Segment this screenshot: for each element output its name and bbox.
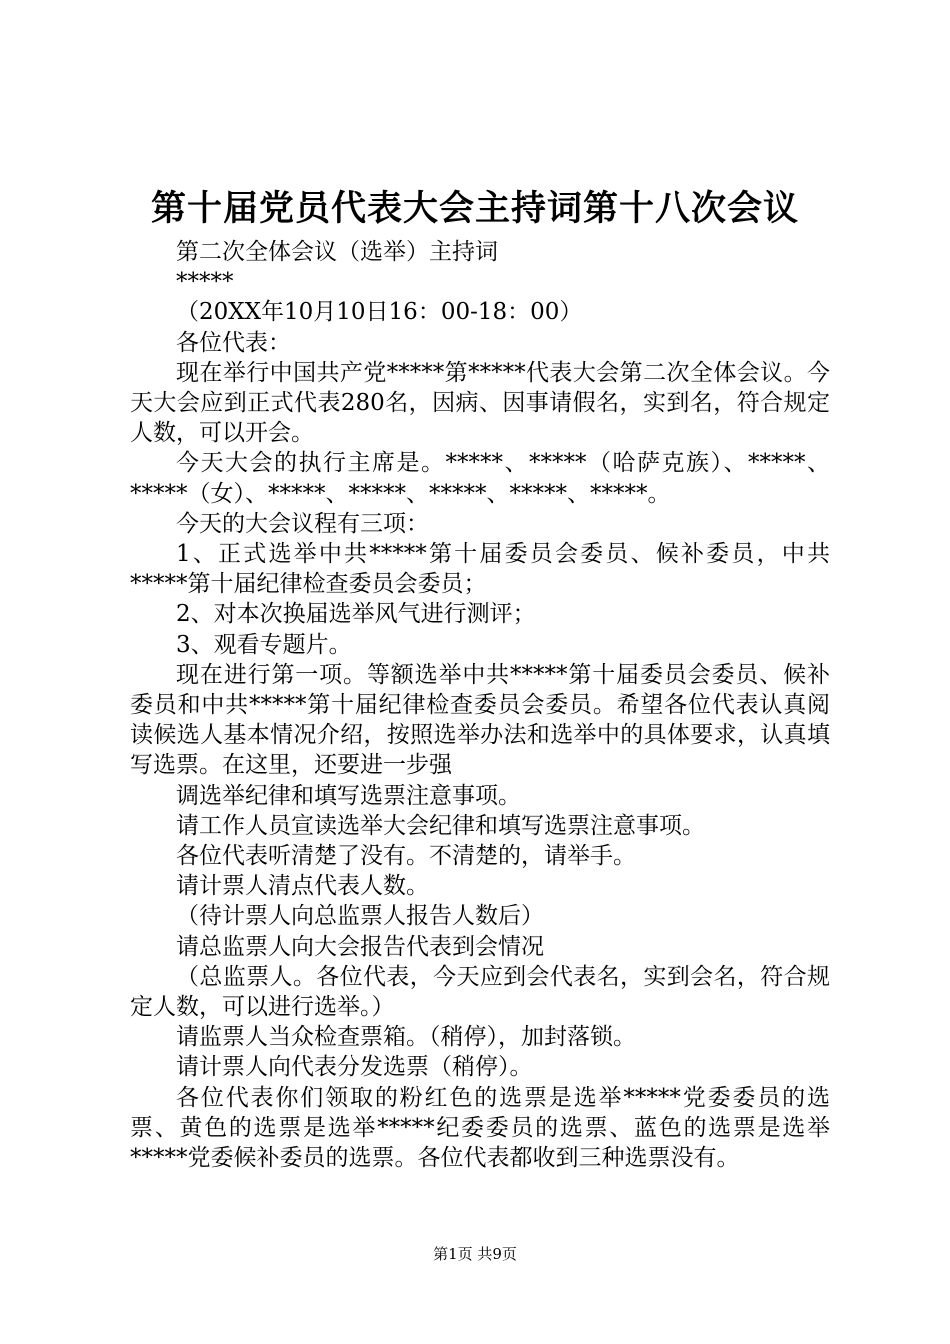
- paragraph: 各位代表：: [176, 329, 291, 356]
- paragraph: 1、正式选举中共*****第十届委员会委员、候补委员，中共*****第十届纪律检查委员会委员；: [130, 541, 830, 598]
- paragraph: 今天的大会议程有三项：: [176, 510, 429, 537]
- paragraph: 3、观看专题片。: [176, 631, 352, 658]
- paragraph: 请计票人向代表分发选票（稍停）。: [176, 1054, 533, 1081]
- page-footer: 第1页 共9页: [433, 1245, 517, 1263]
- document-body: [130, 237, 830, 1173]
- paragraph: *****: [176, 269, 234, 296]
- paragraph: （总监票人。各位代表，今天应到会代表名，实到会名，符合规定人数，可以进行选举。）: [130, 963, 830, 1021]
- paragraph: 各位代表你们领取的粉红色的选票是选举*****党委委员的选票、黄色的选票是选举*****纪委委员的选票、蓝色的选票是选举*****党委候补委员的选票。各位代表都收到三种选票没有。: [130, 1084, 830, 1172]
- paragraph: 请计票人清点代表人数。: [176, 873, 429, 900]
- paragraph: 2、对本次换届选举风气进行测评；: [176, 601, 536, 628]
- paragraph: 现在举行中国共产党*****第*****代表大会第二次全体会议。今天大会应到正式代表280名，因病、因事请假名，实到名，符合规定人数，可以开会。: [130, 359, 830, 447]
- paragraph: （待计票人向总监票人报告人数后）: [176, 903, 544, 930]
- paragraph: 第二次全体会议（选举）主持词: [176, 239, 498, 265]
- paragraph: 现在进行第一项。等额选举中共*****第十届委员会委员、候补委员和中共*****第十届纪律检查委员会委员。希望各位代表认真阅读候选人基本情况介绍，按照选举办法和选举中的具体要求，认真填写选票。在这里，还要进一步强: [130, 661, 830, 779]
- paragraph: 调选举纪律和填写选票注意事项。: [176, 782, 521, 809]
- paragraph: 今天大会的执行主席是。*****、*****（哈萨克族）、*****、*****（女）、*****、*****、*****、*****、*****。: [130, 450, 830, 507]
- paragraph: 请总监票人向大会报告代表到会情况: [176, 933, 544, 960]
- document-title: 第十届党员代表大会主持词第十八次会议: [150, 189, 799, 229]
- paragraph: 请工作人员宣读选举大会纪律和填写选票注意事项。: [176, 812, 705, 839]
- paragraph: （20XX年10月10日16：00-18：00）: [176, 299, 583, 326]
- paragraph: 请监票人当众检查票箱。（稍停），加封落锁。: [176, 1024, 636, 1051]
- paragraph: 各位代表听清楚了没有。不清楚的，请举手。: [176, 843, 636, 870]
